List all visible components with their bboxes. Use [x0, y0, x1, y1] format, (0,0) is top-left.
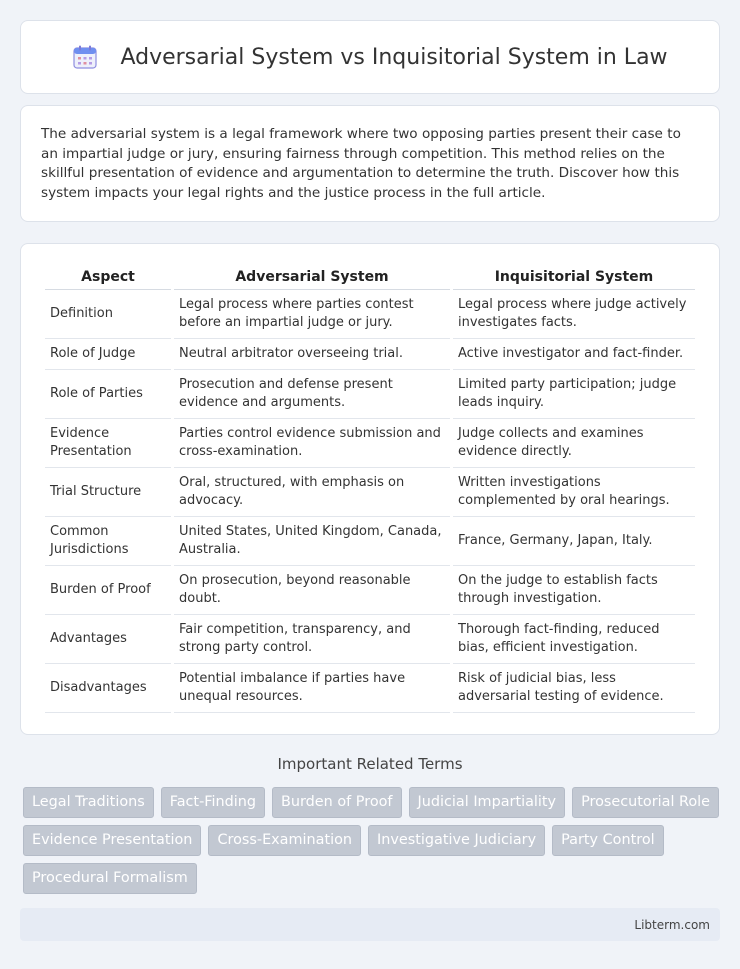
row-inquisitorial: Thorough fact-finding, reduced bias, efficient investigation.: [453, 615, 695, 664]
row-inquisitorial: Written investigations complemented by oral hearings.: [453, 468, 695, 517]
row-aspect: Disadvantages: [45, 664, 171, 713]
row-adversarial: Oral, structured, with emphasis on advocacy.: [174, 468, 450, 517]
related-terms-heading: Important Related Terms: [277, 755, 463, 773]
row-aspect: Common Jurisdictions: [45, 517, 171, 566]
table-row: [45, 468, 695, 517]
table-row: [45, 419, 695, 468]
row-inquisitorial: On the judge to establish facts through investigation.: [453, 566, 695, 615]
title-card: [20, 20, 720, 94]
related-term-tag[interactable]: Legal Traditions: [23, 787, 154, 818]
row-inquisitorial: Legal process where judge actively investigates facts.: [453, 290, 695, 339]
row-adversarial: Potential imbalance if parties have unequal resources.: [174, 664, 450, 713]
row-inquisitorial: Risk of judicial bias, less adversarial testing of evidence.: [453, 664, 695, 713]
row-adversarial: Parties control evidence submission and cross-examination.: [174, 419, 450, 468]
footer-site-link[interactable]: Libterm.com: [634, 917, 710, 932]
calendar-icon: [72, 44, 98, 70]
table-row: [45, 615, 695, 664]
row-aspect: Role of Parties: [45, 370, 171, 419]
table-row: [45, 370, 695, 419]
row-aspect: Advantages: [45, 615, 171, 664]
table-row: [45, 664, 695, 713]
related-term-tag[interactable]: Evidence Presentation: [23, 825, 201, 856]
comparison-card: [20, 243, 720, 735]
table-row: [45, 290, 695, 339]
row-adversarial: Fair competition, transparency, and strong party control.: [174, 615, 450, 664]
row-aspect: Burden of Proof: [45, 566, 171, 615]
table-header-row: [45, 264, 695, 290]
related-term-tag[interactable]: Burden of Proof: [272, 787, 402, 818]
table-row: [45, 517, 695, 566]
row-aspect: Trial Structure: [45, 468, 171, 517]
table-row: [45, 339, 695, 370]
row-adversarial: On prosecution, beyond reasonable doubt.: [174, 566, 450, 615]
footer: [20, 908, 720, 941]
row-inquisitorial: Active investigator and fact-finder.: [453, 339, 695, 370]
row-adversarial: Prosecution and defense present evidence and arguments.: [174, 370, 450, 419]
row-inquisitorial: France, Germany, Japan, Italy.: [453, 517, 695, 566]
row-aspect: Evidence Presentation: [45, 419, 171, 468]
intro-card: [20, 105, 720, 222]
related-term-tag[interactable]: Procedural Formalism: [23, 863, 197, 894]
row-aspect: Definition: [45, 290, 171, 339]
row-aspect: Role of Judge: [45, 339, 171, 370]
related-term-tag[interactable]: Prosecutorial Role: [572, 787, 719, 818]
header-inquisitorial: Inquisitorial System: [453, 264, 695, 290]
related-term-tag[interactable]: Judicial Impartiality: [409, 787, 566, 818]
related-term-tag[interactable]: Investigative Judiciary: [368, 825, 545, 856]
header-adversarial: Adversarial System: [174, 264, 450, 290]
related-term-tag[interactable]: Fact-Finding: [161, 787, 265, 818]
intro-text: The adversarial system is a legal framework where two opposing parties present their case to an impartial judge or jury, ensuring fairness through competition. This method relies on the skillful presentation of evidence and argumentation to determine the truth. Discover how this system impacts your legal rights and the justice process in the full article.: [41, 126, 681, 201]
related-term-tag[interactable]: Cross-Examination: [208, 825, 361, 856]
related-term-tag[interactable]: Party Control: [552, 825, 664, 856]
row-adversarial: United States, United Kingdom, Canada, Australia.: [174, 517, 450, 566]
header-aspect: Aspect: [45, 264, 171, 290]
page-title: Adversarial System vs Inquisitorial System in Law: [120, 44, 668, 70]
row-adversarial: Legal process where parties contest before an impartial judge or jury.: [174, 290, 450, 339]
related-terms-list: [20, 787, 720, 894]
row-inquisitorial: Limited party participation; judge leads inquiry.: [453, 370, 695, 419]
table-row: [45, 566, 695, 615]
comparison-table: [42, 264, 698, 713]
row-adversarial: Neutral arbitrator overseeing trial.: [174, 339, 450, 370]
row-inquisitorial: Judge collects and examines evidence directly.: [453, 419, 695, 468]
